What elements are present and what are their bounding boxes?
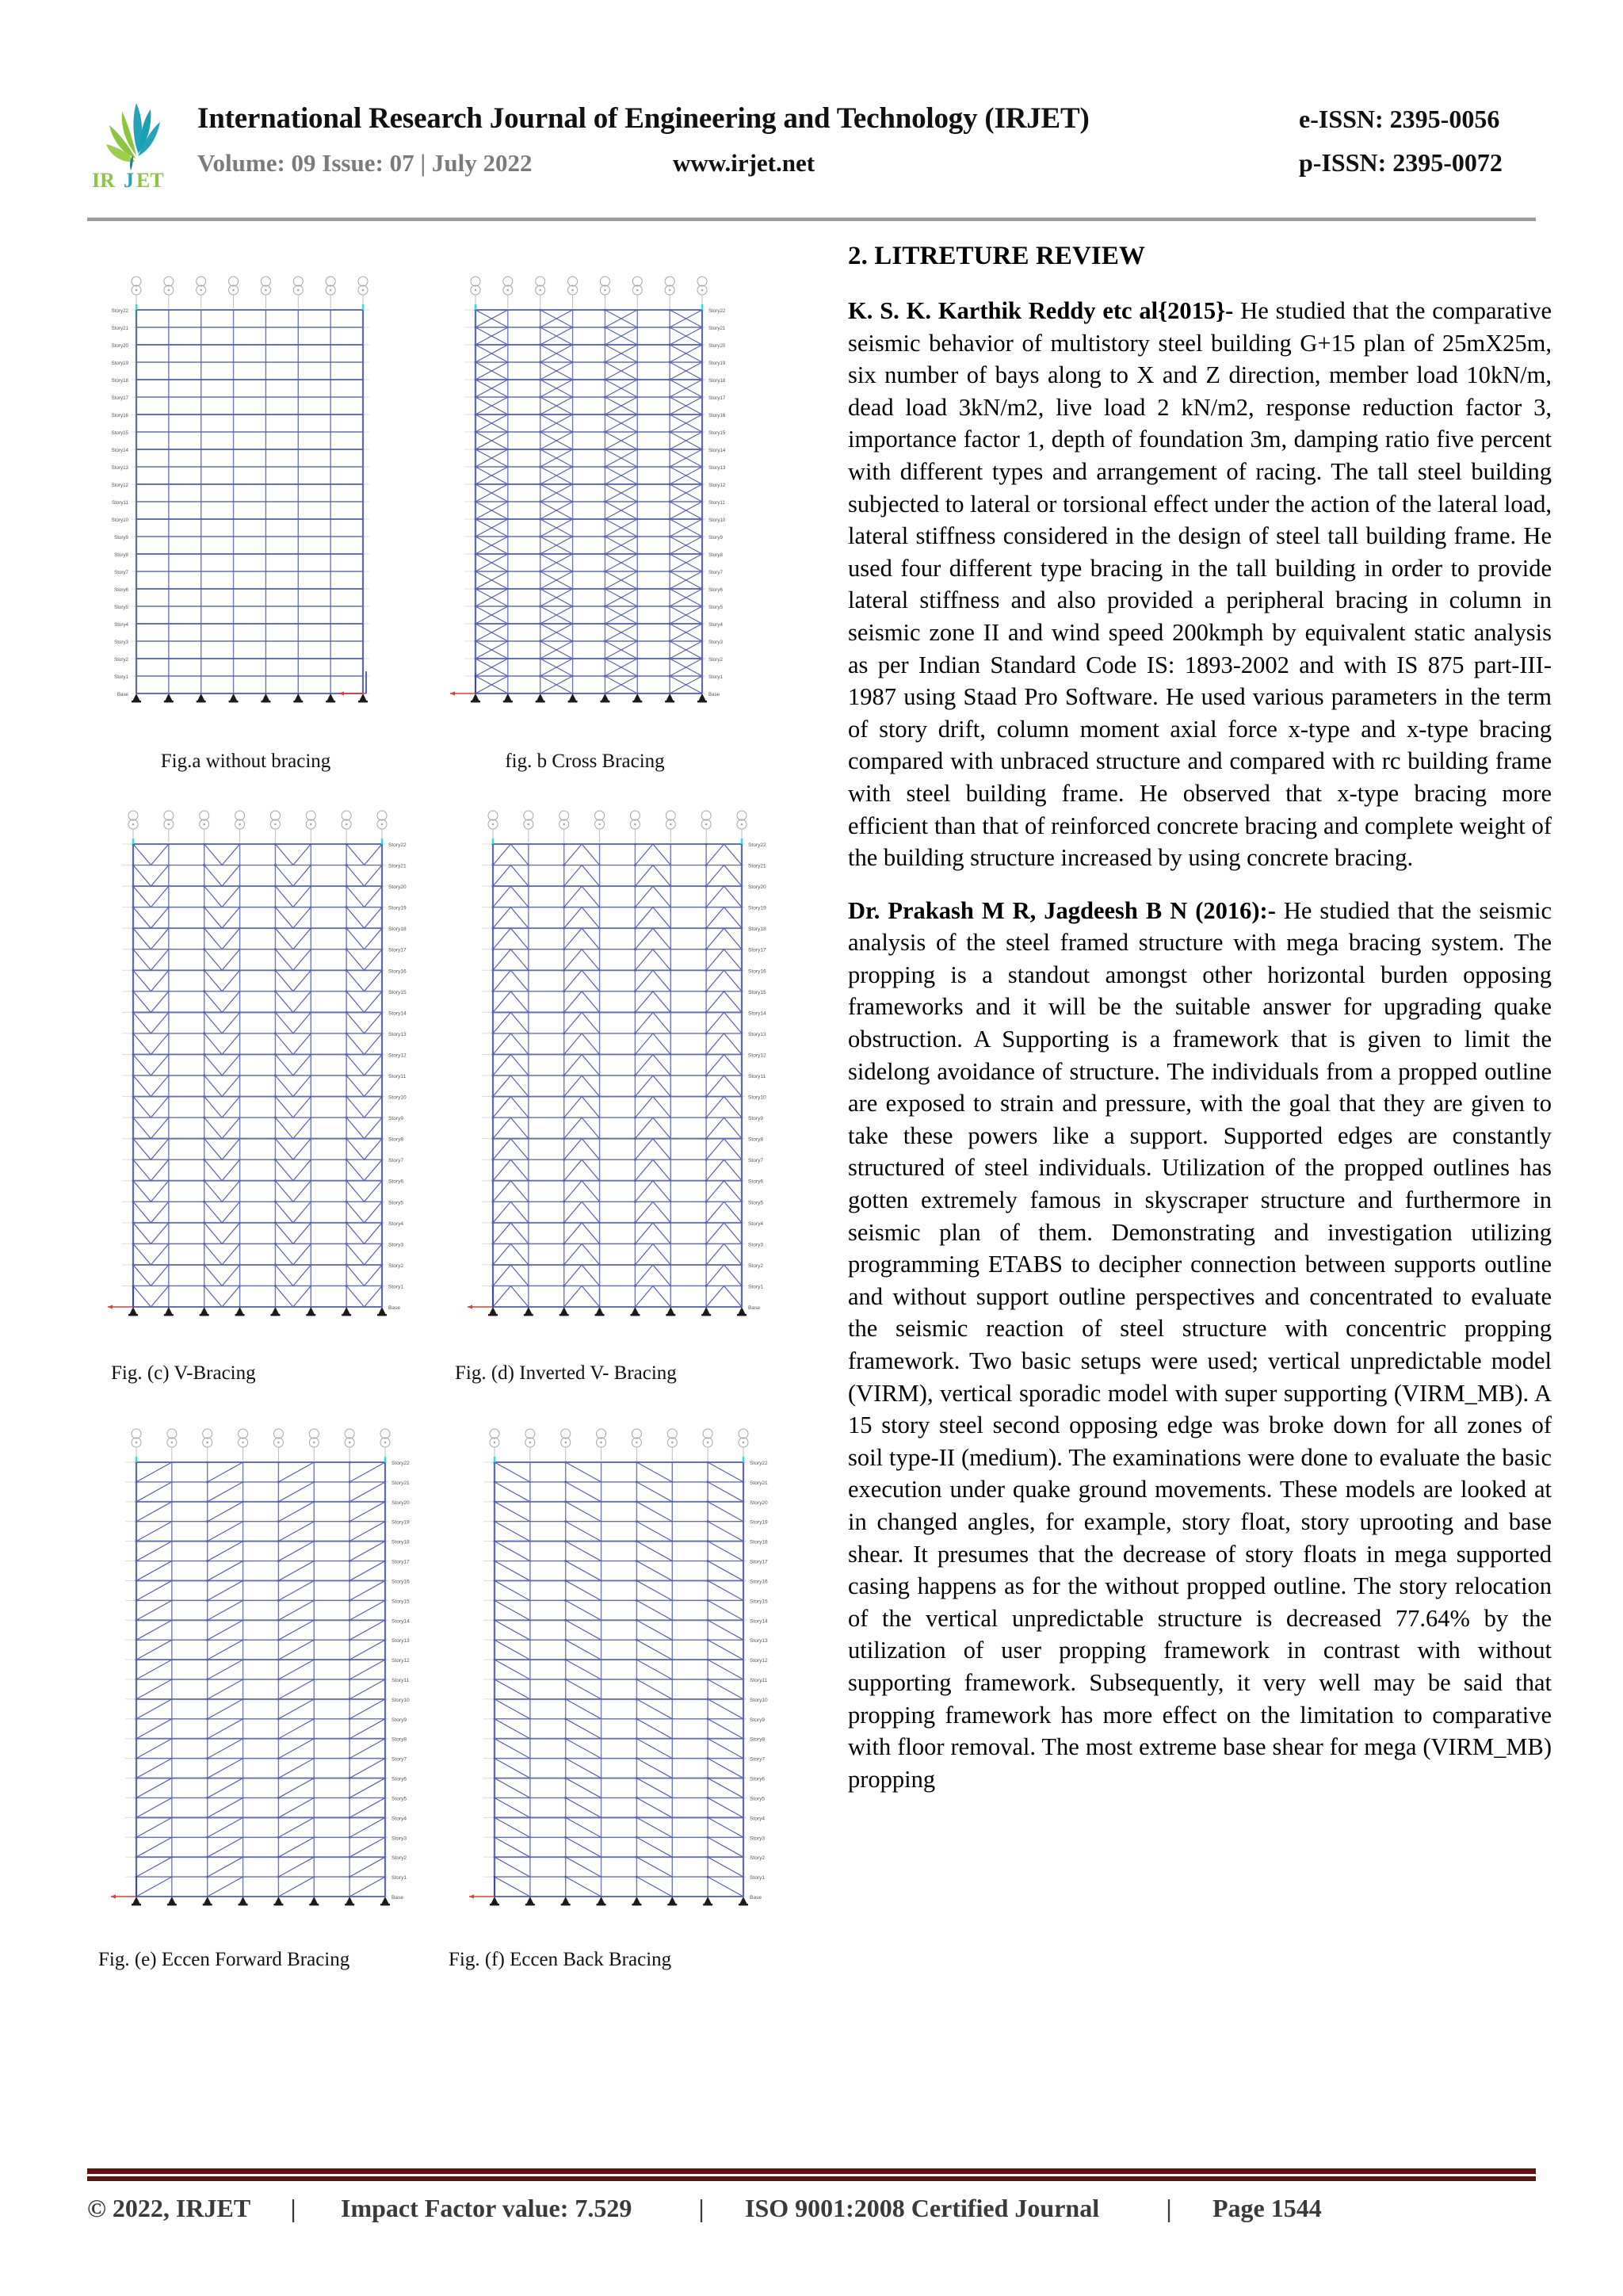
svg-text:Story1: Story1: [750, 1875, 766, 1881]
svg-text:Story8: Story8: [114, 552, 128, 558]
svg-text:Story18: Story18: [748, 926, 766, 933]
footer-copyright: © 2022, IRJET: [87, 2194, 251, 2222]
svg-text:Story16: Story16: [748, 968, 766, 975]
footer-iso: ISO 9001:2008 Certified Journal: [745, 2194, 1100, 2222]
svg-text:Base: Base: [388, 1305, 401, 1311]
svg-text:Story7: Story7: [391, 1756, 407, 1763]
svg-text:Story14: Story14: [391, 1618, 410, 1625]
svg-text:Base: Base: [391, 1895, 404, 1901]
footer-separator-2: |: [698, 2194, 705, 2222]
svg-text:Story13: Story13: [748, 1031, 766, 1037]
figure-row-1: [87, 266, 824, 773]
svg-text:Story4: Story4: [391, 1816, 407, 1822]
figure-b-caption: fig. b Cross Bracing: [505, 751, 665, 772]
svg-text:Story6: Story6: [391, 1776, 407, 1782]
svg-text:Story15: Story15: [391, 1599, 410, 1605]
svg-text:Story5: Story5: [748, 1200, 764, 1206]
svg-text:Story5: Story5: [114, 605, 128, 610]
svg-text:Story21: Story21: [708, 326, 726, 331]
svg-text:Story16: Story16: [391, 1579, 410, 1585]
figure-a-caption: Fig.a without bracing: [160, 751, 331, 772]
figure-d: [447, 798, 789, 1385]
svg-text:Story1: Story1: [708, 674, 723, 680]
svg-text:Story11: Story11: [391, 1678, 410, 1683]
svg-text:Story14: Story14: [111, 448, 128, 453]
svg-text:Story7: Story7: [748, 1158, 764, 1164]
figures-column: [87, 242, 824, 1971]
svg-text:Story12: Story12: [391, 1658, 410, 1664]
svg-text:Story2: Story2: [708, 657, 723, 663]
svg-text:Story4: Story4: [388, 1221, 404, 1227]
svg-text:Story7: Story7: [114, 570, 128, 575]
svg-text:Story22: Story22: [111, 308, 128, 314]
svg-text:IR: IR: [92, 169, 115, 192]
figure-a-frame: [87, 266, 404, 741]
svg-text:Story1: Story1: [388, 1284, 404, 1290]
svg-text:Story8: Story8: [708, 552, 723, 558]
article-column: [848, 242, 1552, 1971]
svg-text:Story5: Story5: [750, 1796, 766, 1802]
figure-f: [445, 1416, 794, 1971]
svg-text:Story2: Story2: [388, 1263, 404, 1269]
svg-text:Story9: Story9: [708, 535, 723, 541]
svg-text:Story9: Story9: [388, 1116, 404, 1122]
irjet-logo: [87, 95, 186, 194]
svg-text:Story17: Story17: [111, 395, 128, 401]
svg-text:Story10: Story10: [750, 1697, 768, 1703]
svg-text:Story18: Story18: [708, 378, 726, 384]
svg-text:Story9: Story9: [748, 1116, 764, 1122]
svg-text:Story14: Story14: [388, 1010, 407, 1017]
svg-text:Story14: Story14: [708, 448, 726, 453]
svg-text:Story16: Story16: [388, 968, 407, 975]
svg-text:Story21: Story21: [391, 1480, 410, 1486]
svg-text:Story13: Story13: [708, 465, 726, 471]
svg-text:Story19: Story19: [708, 361, 726, 366]
svg-text:Story4: Story4: [748, 1221, 764, 1227]
figure-c: [87, 798, 430, 1385]
footer-page-number: Page 1544: [1212, 2194, 1322, 2222]
svg-text:Story22: Story22: [388, 842, 407, 848]
figure-c-frame: [87, 798, 430, 1353]
svg-text:Story11: Story11: [750, 1678, 768, 1683]
figure-f-caption: Fig. (f) Eccen Back Bracing: [449, 1949, 672, 1970]
svg-text:Story6: Story6: [750, 1776, 766, 1782]
svg-text:Story13: Story13: [391, 1638, 410, 1645]
svg-text:Story12: Story12: [388, 1052, 407, 1059]
svg-text:Story12: Story12: [111, 483, 128, 488]
citation-lead-2: Dr. Prakash M R, Jagdeesh B N (2016):-: [848, 896, 1284, 924]
svg-text:Story10: Story10: [388, 1095, 407, 1101]
paragraph-body-2: He studied that the seismic analysis of the steel framed structure with mega bracing system. The propping is a standout amongst other horizontal burden opposing frameworks and it will be the suitable answer for upgrading quake obstruction. A Supporting is a framework that is given to limit the sidelong avoidance of structure. The individuals from a propped outline are exposed to strain and pressure, with the goal that they are given to take these powers like a support. Supported edges are constantly structured of steel individuals. Utilization of the propped outlines has gotten extremely famous in skyscraper structure and furthermore in seismic plan of them. Demonstrating and investigation utilizing programming ETABS to decipher connection between supports outline and without support outline perspectives and concentrated to evaluate the seismic reaction of steel structure with concentric propping framework. Two basic setups were used; vertical unpredictable model (VIRM), vertical sporadic model with super supporting (VIRM_MB). A 15 story steel second opposing edge was broke down for all zones of soil type-II (medium). The examinations were done to evaluate the basic execution under quake ground movements. These models are looked at in changed angles, for example, story float, story uprooting and base shear. It presumes that the decrease of story floats in mega supported casing happens as for the without propped outline. The story relocation of the vertical unpredictable structure is decreased 77.64% by the utilization of user propping framework in contrast with without supporting framework. Subsequently, it very well may be said that propping framework has more effect on the limitation to comparative with floor removal. The most extreme base shear for mega (VIRM_MB) propping: [848, 896, 1552, 1793]
citation-lead-1: K. S. K. Karthik Reddy etc al{2015}-: [848, 297, 1241, 324]
svg-text:Story11: Story11: [748, 1074, 766, 1079]
header-divider: [87, 217, 1536, 221]
journal-title: International Research Journal of Engineering and Technology (IRJET): [197, 102, 1090, 135]
axis-indicator: [111, 1876, 136, 1899]
svg-text:Story9: Story9: [391, 1717, 407, 1723]
svg-text:Base: Base: [116, 692, 128, 697]
svg-text:Story20: Story20: [708, 343, 726, 349]
footer-divider: [87, 2168, 1536, 2176]
figure-f-frame: [445, 1416, 794, 1939]
svg-text:Base: Base: [750, 1895, 762, 1901]
figure-d-caption: Fig. (d) Inverted V- Bracing: [455, 1362, 677, 1384]
page-content: [87, 242, 1552, 1971]
footer-row: [87, 2194, 1536, 2223]
svg-text:Story17: Story17: [748, 947, 766, 953]
svg-text:Story2: Story2: [748, 1263, 764, 1269]
svg-text:Story5: Story5: [391, 1796, 407, 1802]
svg-text:ET: ET: [136, 169, 164, 192]
svg-text:Story1: Story1: [391, 1875, 407, 1881]
svg-text:Story21: Story21: [111, 326, 128, 331]
svg-text:Story2: Story2: [750, 1855, 766, 1862]
svg-text:Story22: Story22: [708, 308, 726, 314]
svg-text:Story7: Story7: [708, 570, 723, 575]
svg-text:Story12: Story12: [748, 1052, 766, 1059]
svg-text:Story1: Story1: [748, 1284, 764, 1290]
svg-text:Story22: Story22: [391, 1461, 410, 1466]
svg-text:Story17: Story17: [708, 395, 726, 401]
svg-text:Story15: Story15: [748, 989, 766, 995]
svg-text:Story6: Story6: [708, 587, 723, 593]
svg-text:Story3: Story3: [391, 1836, 407, 1842]
svg-text:Story17: Story17: [750, 1559, 768, 1565]
svg-text:Story10: Story10: [748, 1095, 766, 1101]
journal-website: www.irjet.net: [673, 149, 815, 177]
footer-impact-factor: Impact Factor value: 7.529: [341, 2194, 632, 2222]
svg-text:Story20: Story20: [748, 884, 766, 891]
e-issn: e-ISSN: 2395-0056: [1299, 105, 1500, 133]
svg-text:Story15: Story15: [708, 430, 726, 436]
column-gap: [824, 242, 848, 1971]
irjet-logo-mark: [87, 95, 186, 194]
svg-text:Story16: Story16: [111, 413, 128, 418]
svg-text:Story17: Story17: [391, 1559, 410, 1565]
svg-text:Story12: Story12: [750, 1658, 768, 1664]
svg-text:Story16: Story16: [708, 413, 726, 418]
svg-text:Story6: Story6: [388, 1179, 404, 1185]
svg-text:Story6: Story6: [748, 1179, 764, 1185]
svg-text:Story14: Story14: [748, 1010, 766, 1017]
svg-text:Story4: Story4: [708, 622, 723, 628]
svg-text:Story18: Story18: [111, 378, 128, 384]
svg-text:Story2: Story2: [391, 1855, 407, 1862]
svg-text:Story5: Story5: [708, 605, 723, 610]
svg-text:Story20: Story20: [111, 343, 128, 349]
svg-text:Base: Base: [708, 692, 720, 697]
svg-text:Story22: Story22: [750, 1461, 768, 1466]
svg-text:Story8: Story8: [388, 1137, 404, 1143]
svg-text:Story15: Story15: [111, 430, 128, 436]
svg-text:Story15: Story15: [750, 1599, 768, 1605]
figure-e-frame: [87, 1416, 436, 1939]
figure-e: [87, 1416, 436, 1971]
svg-text:Story19: Story19: [111, 361, 128, 366]
axis-indicator: [468, 1286, 493, 1309]
paragraph-prakash-jagdeesh: [848, 895, 1552, 1796]
svg-text:Story7: Story7: [388, 1158, 404, 1164]
svg-text:Story3: Story3: [388, 1242, 404, 1248]
svg-text:Story21: Story21: [748, 863, 766, 869]
svg-text:Story8: Story8: [391, 1736, 407, 1743]
svg-text:Story15: Story15: [388, 989, 407, 995]
svg-text:Story8: Story8: [748, 1137, 764, 1143]
figure-e-caption: Fig. (e) Eccen Forward Bracing: [98, 1949, 350, 1970]
svg-text:Story20: Story20: [388, 884, 407, 891]
svg-text:Story18: Story18: [388, 926, 407, 933]
svg-text:Story20: Story20: [750, 1499, 768, 1506]
svg-text:J: J: [124, 169, 134, 192]
svg-text:Story9: Story9: [114, 535, 128, 541]
svg-text:Story19: Story19: [748, 905, 766, 911]
svg-text:Story21: Story21: [388, 863, 407, 869]
svg-text:Story13: Story13: [111, 465, 128, 471]
svg-text:Story14: Story14: [750, 1618, 768, 1625]
figure-row-3: [87, 1416, 824, 1971]
header-text: [197, 95, 1536, 178]
svg-text:Story18: Story18: [391, 1539, 410, 1545]
svg-text:Story3: Story3: [750, 1836, 766, 1842]
svg-text:Story4: Story4: [750, 1816, 766, 1822]
axis-indicator: [108, 1286, 133, 1309]
axis-indicator: [469, 1876, 495, 1899]
section-title: 2. LITRETURE REVIEW: [848, 242, 1146, 270]
svg-text:Story5: Story5: [388, 1200, 404, 1206]
svg-text:Story2: Story2: [114, 657, 128, 663]
p-issn: p-ISSN: 2395-0072: [1299, 148, 1503, 177]
figure-d-frame: [447, 798, 789, 1353]
svg-text:Story21: Story21: [750, 1480, 768, 1486]
figure-c-caption: Fig. (c) V-Bracing: [111, 1362, 256, 1384]
svg-text:Story10: Story10: [391, 1697, 410, 1703]
svg-text:Story19: Story19: [388, 905, 407, 911]
volume-issue: Volume: 09 Issue: 07 | July 2022: [197, 149, 533, 177]
figure-b-frame: [426, 266, 743, 741]
svg-text:Story12: Story12: [708, 483, 726, 488]
svg-text:Base: Base: [748, 1305, 761, 1311]
svg-text:Story13: Story13: [388, 1031, 407, 1037]
svg-text:Story1: Story1: [114, 674, 128, 680]
figure-b: [426, 266, 743, 773]
svg-text:Story11: Story11: [112, 500, 128, 506]
svg-text:Story22: Story22: [748, 842, 766, 848]
svg-text:Story11: Story11: [708, 500, 725, 506]
figure-a: [87, 266, 404, 773]
svg-text:Story18: Story18: [750, 1539, 768, 1545]
svg-text:Story6: Story6: [114, 587, 128, 593]
svg-text:Story19: Story19: [750, 1519, 768, 1526]
svg-text:Story9: Story9: [750, 1717, 766, 1723]
svg-text:Story3: Story3: [114, 640, 128, 645]
svg-text:Story4: Story4: [114, 622, 128, 628]
footer-separator-3: |: [1166, 2194, 1172, 2222]
paragraph-body-1: He studied that the comparative seismic behavior of multistory steel building G+15 plan of 25mX25m, six number of bays along to X and Z direction, member load 10kN/m, dead load 3kN/m2, live load 2 kN/m2, response reduction factor 3, importance factor 1, depth of foundation 3m, damping ratio five percent with different types and arrangement of racing. The tall steel building subjected to lateral or torsional effect under the action of the lateral load, lateral stiffness considered in the design of steel tall building frame. He used four different type bracing in the tall building in order to provide lateral stiffness and also provided a peripheral bracing in column in seismic zone II and wind speed 200kmph by equivalent static analysis as per Indian Standard Code IS: 1893-2002 and with IS 875 part-III-1987 using Staad Pro Software. He used various parameters in the term of story drift, column moment axial force x-type and x-type bracing compared with unbraced structure and compared with rc building frame with steel building frame. He observed that x-type bracing more efficient than that of reinforced concrete bracing and complete weight of the building structure increased by using concrete bracing.: [848, 297, 1552, 872]
svg-text:Story10: Story10: [111, 518, 128, 523]
svg-text:Story19: Story19: [391, 1519, 410, 1526]
svg-text:Story10: Story10: [708, 518, 726, 523]
svg-text:Story16: Story16: [750, 1579, 768, 1585]
page-header: [87, 0, 1536, 206]
svg-text:Story8: Story8: [750, 1736, 766, 1743]
svg-text:Story17: Story17: [388, 947, 407, 953]
svg-text:Story20: Story20: [391, 1499, 410, 1506]
svg-text:Story13: Story13: [750, 1638, 768, 1645]
figure-row-2: [87, 798, 824, 1385]
svg-text:Story3: Story3: [748, 1242, 764, 1248]
svg-text:Story11: Story11: [388, 1074, 407, 1079]
page-footer: [87, 2168, 1536, 2223]
footer-separator-1: |: [290, 2194, 296, 2222]
svg-text:Story7: Story7: [750, 1756, 766, 1763]
paragraph-karthik-reddy: [848, 295, 1552, 874]
svg-text:Story3: Story3: [708, 640, 723, 645]
